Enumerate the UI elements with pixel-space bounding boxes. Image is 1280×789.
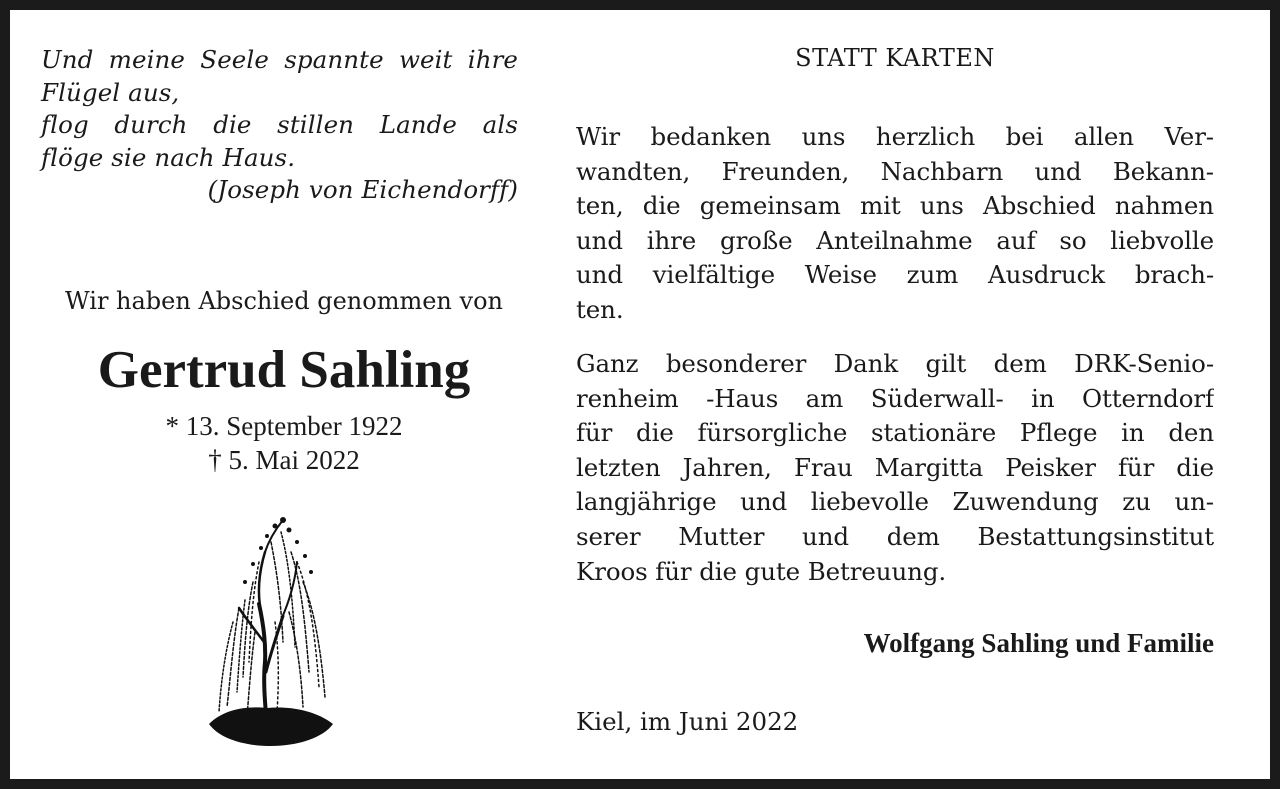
text-line: und ihre große Anteilnahme auf so liebvolle xyxy=(576,225,1214,255)
notice-heading: STATT KARTEN xyxy=(795,44,995,72)
text-line: Ganz besonderer Dank gilt dem DRK-Senio- xyxy=(576,349,1214,378)
death-date: † 5. Mai 2022 xyxy=(208,445,360,475)
deceased-name: Gertrud Sahling xyxy=(97,341,471,399)
text-line: Wir bedanken uns herzlich bei allen Ver- xyxy=(576,122,1214,151)
text-line: langjährige und liebevolle Zuwendung zu un- xyxy=(576,487,1214,517)
obituary-notice xyxy=(10,10,1270,779)
left-column xyxy=(10,10,558,779)
place-date: Kiel, im Juni 2022 xyxy=(576,707,799,736)
text-line: wandten, Freunden, Nachbarn und Bekann- xyxy=(576,156,1214,186)
poem-line: Flügel aus, xyxy=(41,77,180,107)
text-line: für die fürsorgliche stationäre Pflege in den xyxy=(576,418,1214,448)
poem-quote xyxy=(41,44,518,207)
text-line: letzten Jahren, Frau Margitta Peisker für die xyxy=(576,452,1214,482)
right-column xyxy=(576,10,1214,779)
thanks-paragraph-1 xyxy=(576,120,1214,328)
text-line: serer Mutter und dem Bestattungsinstitut xyxy=(576,521,1214,551)
poem-line: flöge sie nach Haus. xyxy=(41,142,296,172)
poem-line: flog durch die stillen Lande als xyxy=(41,110,518,139)
signature: Wolfgang Sahling und Familie xyxy=(863,628,1214,658)
text-line: ten, die gemeinsam mit uns Abschied nahmen xyxy=(576,191,1214,221)
life-dates xyxy=(10,409,558,477)
text-line: und vielfältige Weise zum Ausdruck brach- xyxy=(576,260,1214,290)
thanks-paragraph-2 xyxy=(576,347,1214,589)
text-line: Kroos für die gute Betreuung. xyxy=(576,556,947,586)
text-line: renheim -Haus am Süderwall- in Otterndorf xyxy=(576,383,1214,413)
farewell-intro: Wir haben Abschied genommen von xyxy=(65,287,503,315)
text-line: ten. xyxy=(576,294,624,324)
poem-line: Und meine Seele spannte weit ihre xyxy=(41,45,518,74)
weeping-willow-tree-icon xyxy=(205,512,337,752)
birth-date: * 13. September 1922 xyxy=(165,411,403,441)
poem-author: (Joseph von Eichendorff) xyxy=(207,175,518,204)
